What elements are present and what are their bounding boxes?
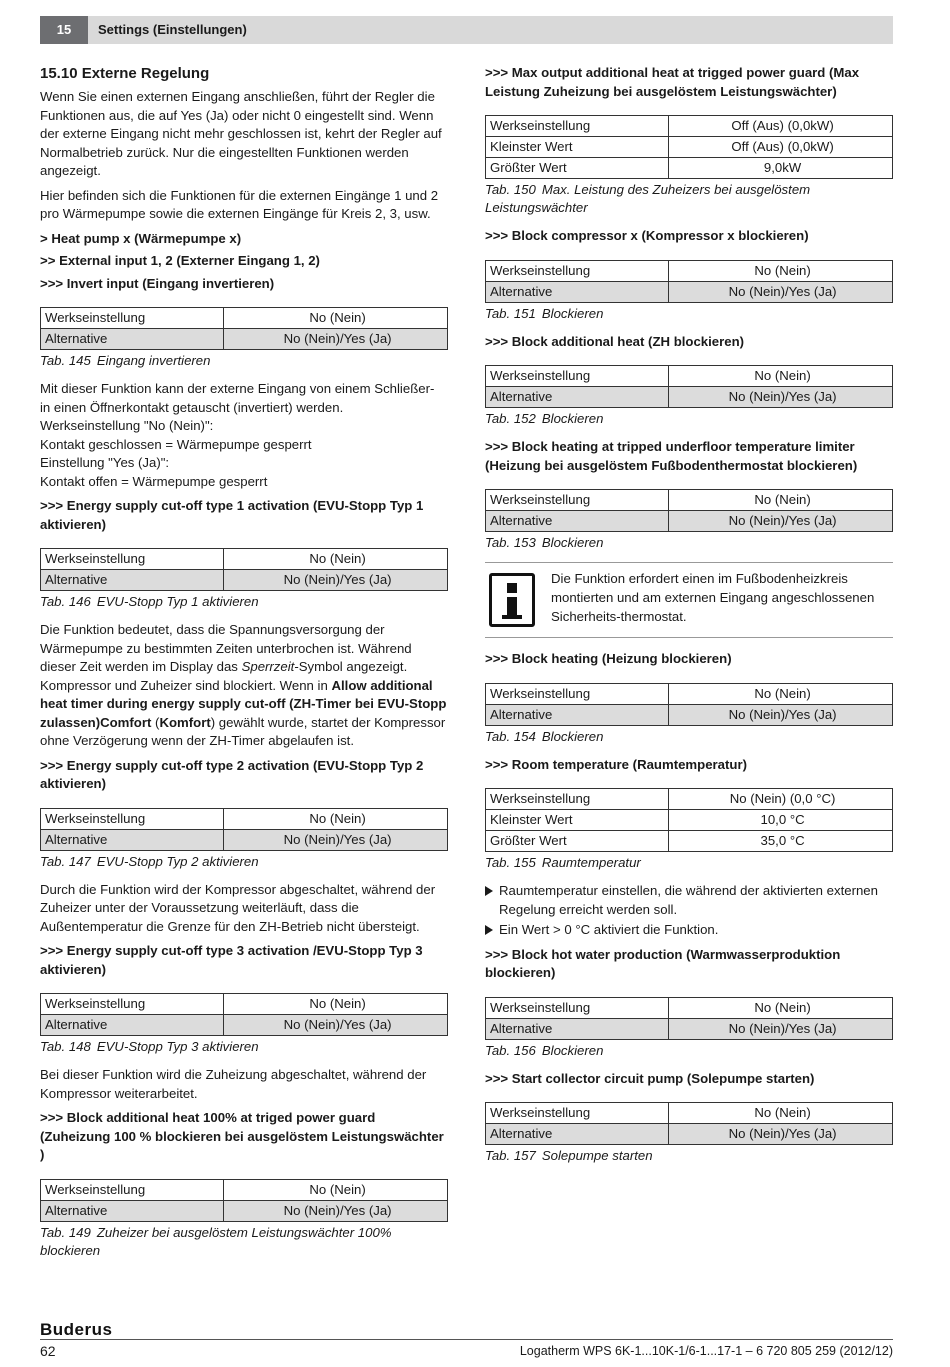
invert-line: Werkseinstellung "No (Nein)":	[40, 418, 214, 433]
invert-line: Einstellung "Yes (Ja)":	[40, 455, 170, 470]
table-cell: Kleinster Wert	[486, 810, 669, 831]
table-cell: Alternative	[486, 387, 669, 408]
table-cell: No (Nein) (0,0 °C)	[669, 789, 893, 810]
page-number: 62	[40, 1343, 56, 1359]
table-cell: No (Nein)/Yes (Ja)	[224, 1200, 448, 1221]
table-cell: Werkseinstellung	[41, 808, 224, 829]
table-cell: Alternative	[486, 1018, 669, 1039]
table-cell: No (Nein)	[669, 366, 893, 387]
heading-room-temperature: >>> Room temperature (Raumtemperatur)	[485, 756, 747, 772]
brand-logo: Buderus	[40, 1320, 113, 1339]
table-cell: No (Nein)/Yes (Ja)	[669, 387, 893, 408]
settings-table	[485, 683, 893, 726]
document-reference: Logatherm WPS 6K-1...10K-1/6-1...17-1 – 6 720 805 259 (2012/12)	[519, 1344, 893, 1358]
list-item: Ein Wert > 0 °C aktiviert die Funktion.	[485, 921, 893, 940]
heading-external-input: >> External input 1, 2 (Externer Eingang 1, 2)	[40, 253, 320, 268]
table-cell: Werkseinstellung	[486, 683, 669, 704]
table-caption: Tab. 147 EVU-Stopp Typ 2 aktivieren	[40, 853, 259, 869]
table-cell: No (Nein)/Yes (Ja)	[669, 704, 893, 725]
table-cell: Alternative	[486, 281, 669, 302]
settings-table	[485, 489, 893, 532]
table-cell: No (Nein)	[224, 994, 448, 1015]
section-title: 15.10 Externe Regelung	[40, 65, 210, 82]
settings-table	[485, 260, 893, 303]
table-cell: No (Nein)	[669, 490, 893, 511]
table-cell: No (Nein)/Yes (Ja)	[669, 1018, 893, 1039]
table-caption: Tab. 149 Zuheizer bei ausgelöstem Leistungswächter 100% blockieren	[40, 1224, 392, 1258]
table-cell: No (Nein)/Yes (Ja)	[224, 1015, 448, 1036]
settings-table	[485, 1102, 893, 1145]
table-cell: No (Nein)/Yes (Ja)	[669, 281, 893, 302]
page-header-title: Settings (Einstellungen)	[88, 16, 893, 44]
table-caption: Tab. 151 Blockieren	[485, 305, 604, 321]
table-caption: Tab. 156 Blockieren	[485, 1042, 604, 1058]
table-cell: Off (Aus) (0,0kW)	[669, 116, 893, 137]
settings-table	[485, 365, 893, 408]
heading-block-compressor: >>> Block compressor x (Kompressor x blockieren)	[485, 228, 809, 243]
table-cell: Werkseinstellung	[41, 549, 224, 570]
table-cell: No (Nein)	[224, 308, 448, 329]
triangle-bullet-icon	[485, 886, 493, 896]
left-column	[40, 60, 448, 1270]
info-icon	[489, 573, 535, 627]
table-caption: Tab. 150 Max. Leistung des Zuheizers bei ausgelöstem Leistungswächter	[485, 182, 811, 215]
settings-table	[40, 548, 448, 591]
table-cell: Werkseinstellung	[486, 366, 669, 387]
settings-table	[485, 997, 893, 1040]
table-cell: Werkseinstellung	[486, 260, 669, 281]
heading-block-hot-water: >>> Block hot water production (Warmwasserproduktion blockieren)	[485, 946, 841, 980]
page-section-number: 15	[40, 16, 88, 44]
triangle-bullet-icon	[485, 925, 493, 935]
table-cell: Kleinster Wert	[486, 137, 669, 158]
table-cell: Alternative	[41, 329, 224, 350]
evu2-paragraph: Durch die Funktion wird der Kompressor abgeschaltet, während der Zuheizer unter der Voraussetzung weiterläuft, dass die Außentemperatur die Grenze für den ZH-Betrieb nicht übersteigt.	[40, 881, 436, 934]
heading-block-underfloor: >>> Block heating at tripped underfloor temperature limiter (Heizung bei ausgelöstem Fußbodenthermostat blockieren)	[485, 439, 858, 473]
invert-line: Kontakt geschlossen = Wärmepumpe gesperrt	[40, 436, 312, 452]
table-cell: Alternative	[41, 1200, 224, 1221]
settings-table	[485, 788, 893, 852]
info-note-text: Die Funktion erfordert einen im Fußbodenheizkreis montierten und am externen Eingang angeschlossenen Sicherheits-thermostat.	[551, 571, 875, 624]
table-caption: Tab. 146 EVU-Stopp Typ 1 aktivieren	[40, 594, 259, 609]
table-cell: No (Nein)/Yes (Ja)	[669, 511, 893, 532]
right-column	[485, 60, 893, 1175]
intro-paragraph-1: Wenn Sie einen externen Eingang anschließen, führt der Regler die Funktionen aus, die auf Yes (Ja) oder nicht 0 eingestellt sind. Wenn der externe Eingang nicht mehr geschlossen ist, kehrt der Regler auf Normalbetrieb zurück. Nur die eingestellten Funktionen werden angezeigt.	[40, 89, 442, 178]
list-item: Raumtemperatur einstellen, die während der aktivierten externen Regelung erreicht werden soll.	[485, 882, 893, 919]
table-cell: Werkseinstellung	[486, 116, 669, 137]
invert-line: Kontakt offen = Wärmepumpe gesperrt	[40, 473, 268, 489]
table-cell: Alternative	[41, 1015, 224, 1036]
heading-invert-input: >>> Invert input (Eingang invertieren)	[40, 275, 275, 291]
intro-paragraph-2: Hier befinden sich die Funktionen für die externen Eingänge 1 und 2 pro Wärmepumpe sowie die externen Eingänge für Kreis 2, 3, usw.	[40, 187, 439, 221]
table-cell: Alternative	[41, 829, 224, 850]
settings-table	[40, 1179, 448, 1222]
invert-paragraph: Mit dieser Funktion kann der externe Eingang von einem Schließer- in einen Öffnerkontakt getauscht (invertiert) werden.	[40, 381, 435, 415]
instruction-list	[485, 882, 893, 940]
table-cell: Alternative	[41, 570, 224, 591]
table-cell: No (Nein)	[224, 808, 448, 829]
evu1-paragraph: Die Funktion bedeutet, dass die Spannungsversorgung der Wärmepumpe zu bestimmten Zeiten unterbrochen ist. Während dieser Zeit werden im Display das Sperrzeit-Symbol angezeigt. Kompressor und Zuheizer sind blockiert. Wenn in Allow additional heat timer during energy supply cut-off (ZH-Timer bei EVU-Stopp zulassen)Comfort (Komfort) gewählt wurde, startet der Kompressor ohne Verzögerung wenn der ZH-Timer abgelaufen ist.	[40, 622, 447, 748]
table-caption: Tab. 153 Blockieren	[485, 535, 604, 550]
table-cell: Werkseinstellung	[41, 1179, 224, 1200]
heading-block-heating: >>> Block heating (Heizung blockieren)	[485, 651, 732, 666]
table-cell: 10,0 °C	[669, 810, 893, 831]
table-cell: Werkseinstellung	[486, 997, 669, 1018]
table-caption: Tab. 155 Raumtemperatur	[485, 855, 641, 870]
settings-table	[485, 115, 893, 179]
table-cell: No (Nein)	[669, 1103, 893, 1124]
table-cell: Größter Wert	[486, 158, 669, 179]
heading-heat-pump: > Heat pump x (Wärmepumpe x)	[40, 230, 242, 246]
heading-evu-type2: >>> Energy supply cut-off type 2 activation (EVU-Stopp Typ 2 aktivieren)	[40, 757, 424, 791]
table-cell: Alternative	[486, 704, 669, 725]
heading-evu-type3: >>> Energy supply cut-off type 3 activation /EVU-Stopp Typ 3 aktivieren)	[40, 943, 423, 977]
table-cell: No (Nein)	[224, 549, 448, 570]
table-cell: No (Nein)	[669, 997, 893, 1018]
settings-table	[40, 808, 448, 851]
evu3-paragraph: Bei dieser Funktion wird die Zuheizung abgeschaltet, während der Kompressor weiterarbeitet.	[40, 1067, 427, 1101]
heading-max-output: >>> Max output additional heat at trigged power guard (Max Leistung Zuheizung bei ausgelöstem Leistungswächter)	[485, 65, 860, 99]
table-cell: Werkseinstellung	[486, 1103, 669, 1124]
heading-block-100: >>> Block additional heat 100% at triged power guard (Zuheizung 100 % blockieren bei ausgelöstem Leistungswächter )	[40, 1110, 444, 1162]
table-cell: No (Nein)/Yes (Ja)	[224, 570, 448, 591]
info-note	[485, 562, 893, 638]
heading-block-additional-heat: >>> Block additional heat (ZH blockieren)	[485, 333, 745, 349]
table-caption: Tab. 154 Blockieren	[485, 728, 604, 744]
table-cell: 35,0 °C	[669, 831, 893, 852]
table-caption: Tab. 157 Solepumpe starten	[485, 1148, 653, 1163]
table-caption: Tab. 152 Blockieren	[485, 411, 604, 426]
table-cell: No (Nein)/Yes (Ja)	[669, 1124, 893, 1145]
table-cell: Werkseinstellung	[486, 789, 669, 810]
table-cell: No (Nein)	[224, 1179, 448, 1200]
heading-evu-type1: >>> Energy supply cut-off type 1 activation (EVU-Stopp Typ 1 aktivieren)	[40, 498, 424, 532]
table-cell: 9,0kW	[669, 158, 893, 179]
table-cell: No (Nein)	[669, 683, 893, 704]
table-cell: No (Nein)	[669, 260, 893, 281]
table-cell: Werkseinstellung	[486, 490, 669, 511]
table-cell: Off (Aus) (0,0kW)	[669, 137, 893, 158]
table-caption: Tab. 148 EVU-Stopp Typ 3 aktivieren	[40, 1039, 259, 1054]
table-cell: No (Nein)/Yes (Ja)	[224, 329, 448, 350]
table-caption: Tab. 145 Eingang invertieren	[40, 353, 211, 368]
heading-collector-pump: >>> Start collector circuit pump (Solepumpe starten)	[485, 1070, 815, 1086]
table-cell: Werkseinstellung	[41, 308, 224, 329]
settings-table	[40, 993, 448, 1036]
table-cell: Werkseinstellung	[41, 994, 224, 1015]
table-cell: Größter Wert	[486, 831, 669, 852]
footer-divider	[40, 1339, 893, 1340]
table-cell: Alternative	[486, 511, 669, 532]
table-cell: Alternative	[486, 1124, 669, 1145]
settings-table	[40, 307, 448, 350]
table-cell: No (Nein)/Yes (Ja)	[224, 829, 448, 850]
